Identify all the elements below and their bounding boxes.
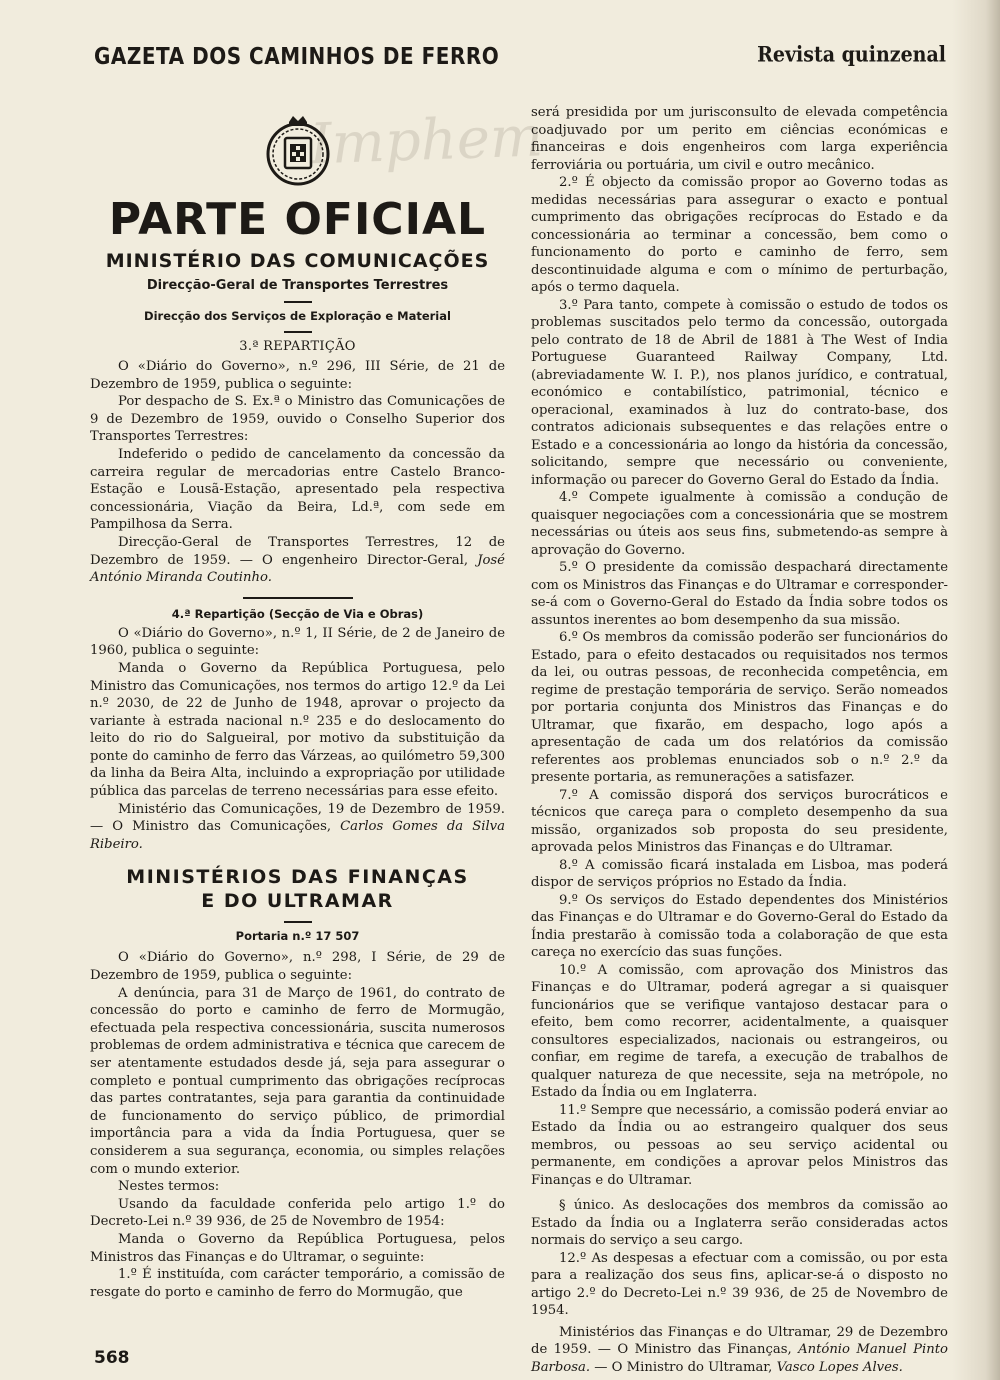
- paragraph: Manda o Governo da República Portuguesa, pelos Ministros das Finanças e do Ultramar, o seguinte:: [90, 1231, 505, 1265]
- paragraph: Nestes termos:: [118, 1179, 220, 1195]
- repartition-heading: 4.ª Repartição (Secção de Via e Obras): [171, 606, 424, 621]
- section-title: PARTE OFICIAL: [108, 194, 487, 245]
- divider: [284, 301, 312, 303]
- paragraph: Usando da faculdade conferida pelo artigo 1.º do Decreto-Lei n.º 39 936, de 25 de Novembro de 1954:: [90, 1196, 505, 1230]
- paragraph: 4.º Compete igualmente à comissão a condução de quaisquer negociações com a concessionária que se mostrem necessárias ou úteis aos seus fins, submetendo-as sempre à aprovação do Governo.: [531, 490, 948, 558]
- paragraph: Por despacho de S. Ex.ª o Ministro das Comunicações de 9 de Dezembro de 1959, ouvido o Conselho Superior dos Transportes Terrestres:: [90, 394, 505, 445]
- paragraph-signed: [90, 801, 505, 854]
- paragraph: § único. As deslocações dos membros da comissão ao Estado da Índia ou a Inglaterra serão consideradas actos normais do serviço a seu cargo.: [531, 1198, 948, 1248]
- signature: José António Miranda Coutinho.: [90, 552, 505, 586]
- journal-title: GAZETA DOS CAMINHOS DE FERRO: [94, 42, 500, 70]
- page-edge-shadow: [952, 0, 1000, 1380]
- direction-heading: Direcção-Geral de Transportes Terrestres: [146, 278, 449, 293]
- paragraph: Manda o Governo da República Portuguesa, pelo Ministro das Comunicações, nos termos do artigo 12.º da Lei n.º 2030, de 22 de Junho de 1948, aprovar o projecto da variante à estrada nacional n.º 235 e do deslocamento do leito do rio do Salgueiral, por motivo da substituição da ponte do caminho de ferro das Várzeas, ao quilómetro 59,300 da linha da Beira Alta, incluindo a expropriação por utilidade pública das parcelas de terreno necessárias para esse efeito.: [90, 660, 505, 800]
- paragraph-signed: [531, 1324, 948, 1377]
- left-column: [90, 104, 505, 1301]
- divider: [284, 921, 312, 923]
- paragraph-signed: [90, 534, 505, 587]
- paragraph: 3.º Para tanto, compete à comissão o estudo de todos os problemas suscitados pelo termo da concessão, outorgada pelo contrato de 18 de Abril de 1881 à The West of India Portuguese Guaranteed Railway Company, Ltd. (abreviadamente W. I. P.), nos planos jurídico, e contratual, económico e contabilístico, patrimonial, técnico e operacional, examinados à luz do contrato-base, dos contratos adicionais subsequentes e das relações entre o Estado e a concessionária ao longo da história da concessão, solicitando, sempre que necessário ou conveniente, informação ou parecer do Governo Geral do Estado da Índia.: [531, 297, 948, 488]
- paragraph-text: Ministérios das Finanças e do Ultramar, 29 de Dezembro de 1959. — O Ministro das Finanças,: [531, 1324, 948, 1357]
- paragraph-text: Ministério das Comunicações, 19 de Dezembro de 1959. — O Ministro das Comunicações,: [90, 801, 505, 835]
- ministries-heading-line: E DO ULTRAMAR: [201, 890, 394, 913]
- paragraph: O «Diário do Governo», n.º 296, III Série, de 21 de Dezembro de 1959, publica o seguinte:: [90, 359, 505, 392]
- portaria-heading: Portaria n.º 17 507: [235, 929, 360, 944]
- paragraph: O «Diário do Governo», n.º 1, II Série, de 2 de Janeiro de 1960, publica o seguinte:: [90, 625, 505, 659]
- paragraph: 2.º É objecto da comissão propor ao Governo todas as medidas necessárias para assegurar o exacto e pontual cumprimento das obrigações recíprocas do Estado e da concessionária ao terminar a concessão, bem como o funcionamento do porto e caminho de ferro, sem descontinuidade alguma e com o mínimo de perturbação, após o termo daquela.: [531, 175, 948, 295]
- signature: António Manuel Pinto Barbosa.: [531, 1342, 948, 1375]
- paragraph: 10.º A comissão, com aprovação dos Ministros das Finanças e do Ultramar, poderá agregar a si quaisquer funcionários que se verifique vantajoso destacar para o efeito, bem como recorrer, acidentalmente, a quaisquer consultores especializados, nacionais ou estrangeiros, ou confiar, em regime de tarefa, a execução de trabalhos de qualquer natureza de que necessite, seja na metrópole, no Estado da Índia ou em Inglaterra.: [531, 962, 948, 1100]
- paragraph-text: Direcção-Geral de Transportes Terrestres, 12 de Dezembro de 1959. — O engenheiro Director-Geral,: [90, 534, 505, 568]
- paragraph: 6.º Os membros da comissão poderão ser funcionários do Estado, para o efeito destacados ou requisitados nos termos da lei, ou outras pessoas, de reconhecida competência, em regime de prestação temporária de serviço. Serão nomeados por portaria conjunta dos Ministros das Finanças e do Ultramar, que fixarão, em despacho, logo após a apresentação de cada um dos relatórios da comissão referentes aos problemas enunciados sob o n.º 2.º da presente portaria, as remunerações a satisfazer.: [531, 630, 948, 785]
- divider: [243, 597, 353, 599]
- service-heading: Direcção dos Serviços de Exploração e Material: [144, 309, 451, 323]
- page-number: 568: [94, 1348, 130, 1368]
- paragraph: 5.º O presidente da comissão despachará directamente com os Ministros das Finanças e do Ultramar e corresponder-se-á com o Governo-Geral do Estado da Índia sobre todos os assuntos inerentes ao bom desempenho da sua missão.: [531, 560, 948, 628]
- paragraph: 11.º Sempre que necessário, a comissão poderá enviar ao Estado da Índia ou ao estrangeiro qualquer dos seus membros, ou pessoas ao seu serviço acidental ou permanente, em condições a aprovar pelos Ministros das Finanças e do Ultramar.: [531, 1102, 948, 1188]
- paragraph: A denúncia, para 31 de Março de 1961, do contrato de concessão do porto e caminho de ferro de Mormugão, efectuada pela respectiva concessionária, suscita numerosos problemas de ordem administrativa e técnica que carecem de ser atentamente estudados desde já, seja para assegurar o completo e pontual cumprimento das obrigações recíprocas das partes contratantes, seja para garantia da continuidade de funcionamento do serviço público, de primordial importância para a vida da Índia Portuguesa, quer se considerem a sua segurança, economia, ou simples relações com o mundo exterior.: [90, 985, 505, 1177]
- paragraph: O «Diário do Governo», n.º 298, I Série, de 29 de Dezembro de 1959, publica o seguinte:: [90, 950, 505, 984]
- running-head: [94, 42, 946, 76]
- right-column: [531, 104, 948, 1376]
- signature: Carlos Gomes da Silva Ribeiro.: [90, 819, 505, 852]
- paragraph-text: — O Ministro do Ultramar,: [590, 1359, 777, 1375]
- signature: Vasco Lopes Alves.: [776, 1359, 903, 1375]
- show-through-text: Imphem: [308, 104, 545, 178]
- ministries-heading: [90, 865, 505, 913]
- paragraph: será presidida por um jurisconsulto de elevada competência coadjuvado por um perito em ciências económicas e financeiras e dois engenheiros com larga experiência ferroviária ou portuária, um civil e outro mecânico.: [531, 105, 948, 173]
- paragraph: 9.º Os serviços do Estado dependentes dos Ministérios das Finanças e do Ultramar e do Governo-Geral do Estado da Índia prestarão à comissão toda a colaboração de que esta careça no exercício das suas funções.: [531, 892, 948, 960]
- ministries-heading-line: MINISTÉRIOS DAS FINANÇAS: [126, 866, 469, 889]
- divider: [284, 331, 312, 333]
- paragraph: 8.º A comissão ficará instalada em Lisboa, mas poderá dispor de serviços próprios no Estado da Índia.: [531, 857, 948, 890]
- repartition-heading: 3.ª REPARTIÇÃO: [239, 339, 356, 354]
- paragraph: 12.º As despesas a efectuar com a comissão, ou por esta para a realização dos seus fins, aplicar-se-á o disposto no artigo 2.º do Decreto-Lei n.º 39 936, de 25 de Novembro de 1954.: [531, 1250, 948, 1318]
- paragraph: 1.º É instituída, com carácter temporário, a comissão de resgate do porto e caminho de ferro do Mormugão, que: [90, 1267, 505, 1300]
- journal-subtitle: Revista quinzenal: [757, 42, 946, 68]
- ministry-heading: MINISTÉRIO DAS COMUNICAÇÕES: [105, 250, 490, 272]
- paragraph: 7.º A comissão disporá dos serviços burocráticos e técnicos que careça para o completo desempenho da sua missão, organizados sob proposta do seu presidente, aprovada pelos Ministros das Finanças e do Ultramar.: [531, 787, 948, 855]
- coat-of-arms-icon: [265, 114, 331, 190]
- paragraph: Indeferido o pedido de cancelamento da concessão da carreira regular de mercadorias entre Castelo Branco-Estação e Lousã-Estação, apresentado pela respectiva concessionária, Viação da Beira, Ld.ª, com sede em Pampilhosa da Serra.: [90, 446, 505, 533]
